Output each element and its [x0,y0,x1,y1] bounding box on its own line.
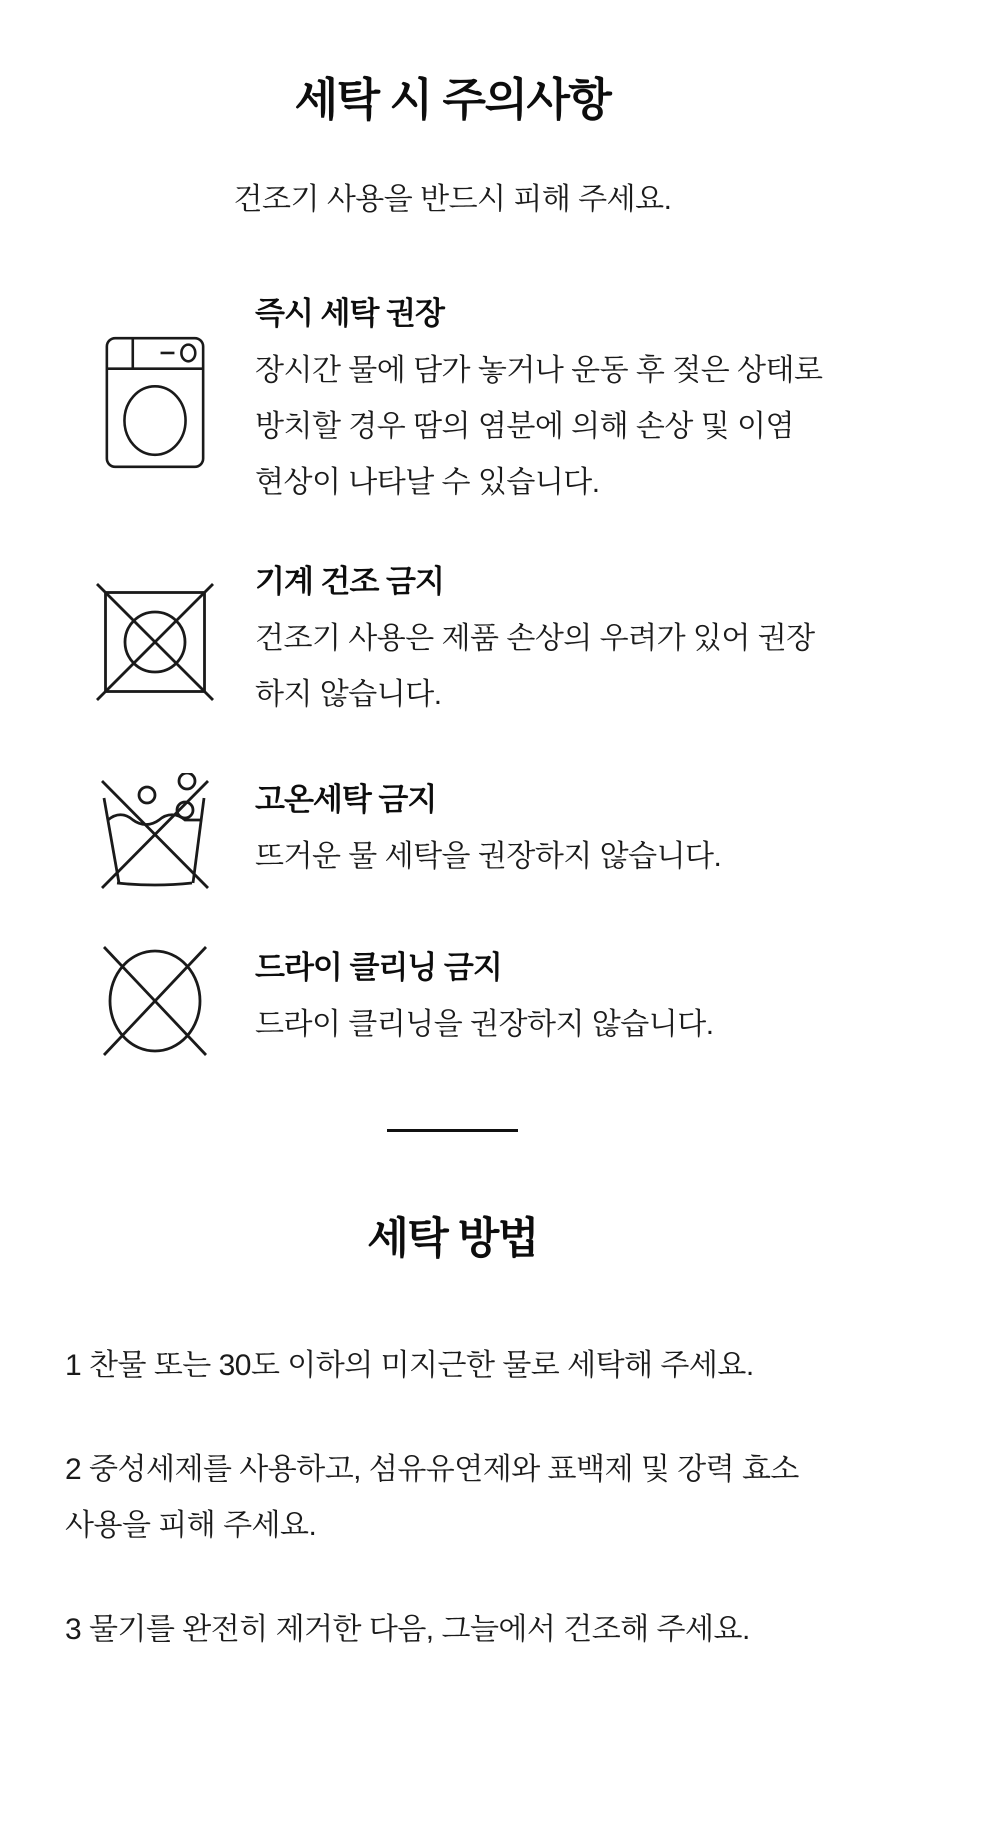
care-item [0,561,905,723]
no-tumble-dry-icon [90,582,220,702]
wash-method-title: 세탁 방법 [367,1215,538,1263]
wash-method-step [65,1338,905,1394]
care-item-title: 즉시 세탁 권장 [255,296,444,331]
care-item-description-line: 드라이 클리닝을 권장하지 않습니다. [255,1008,714,1041]
care-item-description-line: 장시간 물에 담가 놓거나 운동 후 젖은 상태로 [255,354,823,387]
care-item-description-line: 현상이 나타날 수 있습니다. [255,466,600,499]
care-item-text [255,561,815,723]
care-item-text [255,779,721,885]
page-title: 세탁 시 주의사항 [294,74,611,125]
no-hot-wash-icon [90,773,220,891]
wash-method-step-line: 3 물기를 완전히 제거한 다음, 그늘에서 건조해 주세요. [65,1613,750,1646]
care-item [0,773,905,891]
laundry-care-page [0,72,905,1658]
wash-method-step-line: 사용을 피해 주세요. [65,1509,317,1542]
care-item-description-line: 건조기 사용은 제품 손상의 우려가 있어 권장 [255,622,815,655]
page-subtitle: 건조기 사용을 반드시 피해 주세요. [233,183,672,216]
care-item-description-line: 뜨거운 물 세탁을 권장하지 않습니다. [255,840,722,873]
care-item-description-line: 방치할 경우 땀의 염분에 의해 손상 및 이염 [255,410,795,443]
care-instruction-list [0,293,905,1059]
care-item-title: 드라이 클리닝 금지 [255,950,502,985]
care-item-title: 기계 건조 금지 [255,564,444,599]
wash-method-step-line: 1 찬물 또는 30도 이하의 미지근한 물로 세탁해 주세요. [65,1349,754,1382]
care-item [0,941,905,1059]
wash-method-step-line: 2 중성세제를 사용하고, 섬유유연제와 표백제 및 강력 효소 [65,1453,799,1486]
wash-method-step-list [0,1338,905,1658]
care-item [0,293,905,511]
wash-method-step [65,1602,905,1658]
care-item-text [255,293,822,511]
care-item-text [255,947,714,1053]
care-item-title: 고온세탁 금지 [255,782,437,817]
section-divider [387,1129,518,1132]
wash-method-step [65,1442,905,1554]
care-item-description-line: 하지 않습니다. [255,678,442,711]
washing-machine-icon [90,336,220,469]
no-dry-cleaning-icon [90,941,220,1059]
